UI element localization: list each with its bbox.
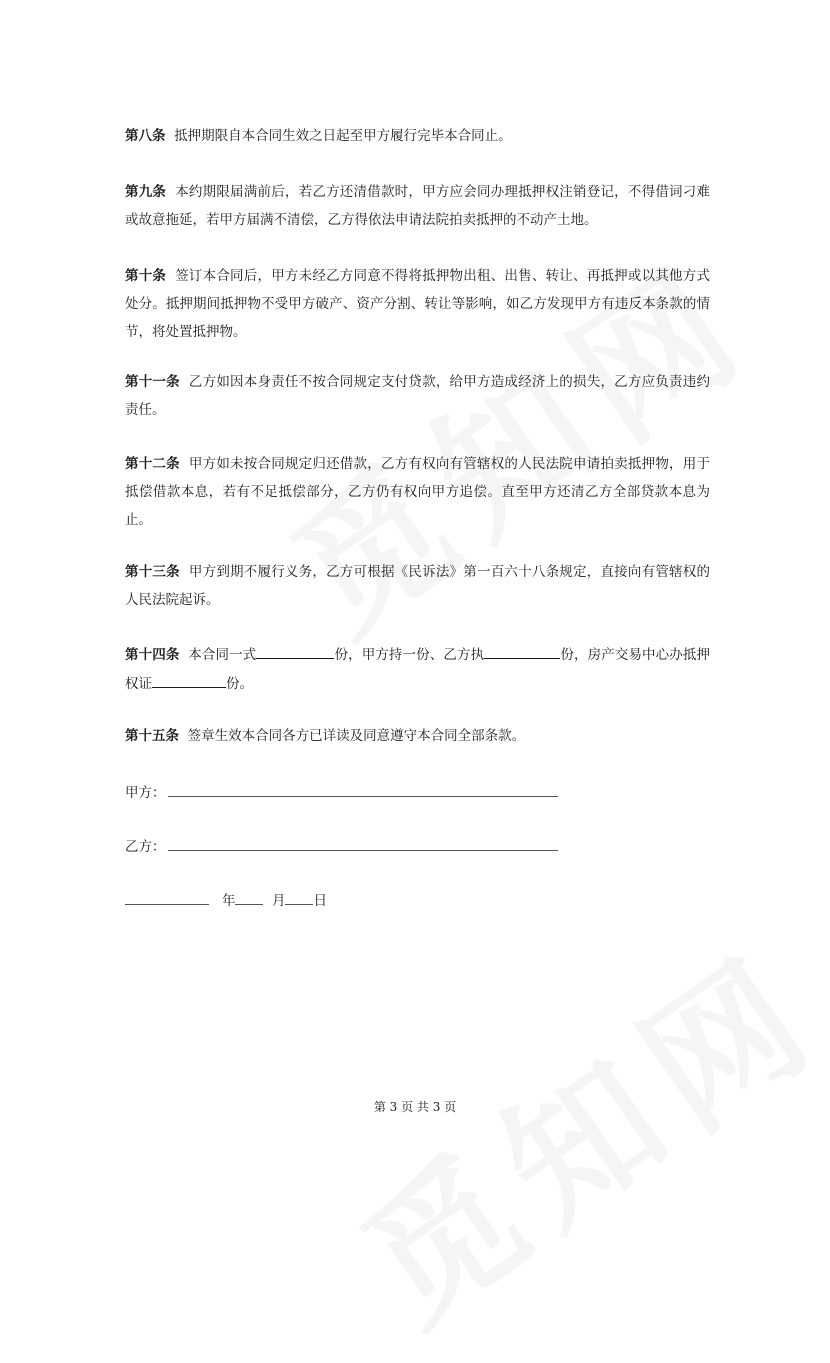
clause-heading: 第十四条: [125, 647, 180, 663]
clause-heading: 第八条: [125, 128, 166, 144]
clause-text: 甲方到期不履行义务，乙方可根据《民诉法》第一百六十八条规定，直接向有管辖权的人民法院起诉。: [125, 564, 710, 608]
copies-party-b-blank[interactable]: [484, 640, 560, 659]
clause-15: [125, 722, 710, 750]
signature-party-b: [125, 834, 558, 857]
clause-text: 份，甲方持一份、乙方执: [334, 647, 485, 663]
clause-text: 抵押期限自本合同生效之日起至甲方履行完毕本合同止。: [174, 128, 512, 144]
clause-heading: 第十条: [125, 268, 167, 284]
copies-total-blank[interactable]: [256, 640, 334, 659]
copies-registry-blank[interactable]: [152, 669, 226, 688]
date-line: [125, 888, 327, 911]
clause-heading: 第十五条: [125, 728, 179, 744]
clause-heading: 第十三条: [125, 564, 180, 580]
clause-12: [125, 450, 710, 534]
clause-text: 乙方如因本身责任不按合同规定支付贷款，给甲方造成经济上的损失，乙方应负责违约责任。: [125, 374, 710, 418]
party-b-signature-line[interactable]: [168, 834, 558, 851]
clause-text: 签订本合同后，甲方未经乙方同意不得将抵押物出租、出售、转让、再抵押或以其他方式处分。抵押期间抵押物不受甲方破产、资产分割、转让等影响，如乙方发现甲方有违反本条款的情节，将处置抵押物。: [125, 268, 710, 340]
clause-text: 甲方如未按合同规定归还借款，乙方有权向有管辖权的人民法院申请拍卖抵押物，用于抵偿借款本息，若有不足抵偿部分，乙方仍有权向甲方追偿。直至甲方还清乙方全部贷款本息为止。: [125, 456, 710, 528]
day-label: 日: [313, 893, 327, 909]
clause-heading: 第十二条: [125, 456, 180, 472]
month-label: 月: [271, 893, 286, 909]
clause-13: [125, 558, 710, 614]
watermark: [314, 893, 830, 1362]
party-a-signature-line[interactable]: [168, 780, 558, 797]
clause-9: [125, 178, 710, 234]
clause-heading: 第九条: [125, 184, 167, 200]
clause-heading: 第十一条: [125, 374, 180, 390]
clause-10: [125, 262, 710, 346]
clause-text: 本约期限届满前后，若乙方还清借款时，甲方应会同办理抵押权注销登记，不得借词刁难或故意拖延，若甲方届满不清偿，乙方得依法申请法院拍卖抵押的不动产土地。: [125, 184, 710, 228]
clause-text: 签章生效本合同各方已详读及同意遵守本合同全部条款。: [187, 728, 526, 744]
year-label: 年: [221, 893, 236, 909]
month-blank[interactable]: [235, 888, 263, 905]
party-b-label: 乙方：: [125, 839, 166, 855]
signature-party-a: [125, 780, 558, 803]
clause-text: 份。: [226, 676, 253, 692]
party-a-label: 甲方：: [125, 785, 166, 801]
clause-text: 本合同一式: [188, 647, 257, 663]
clause-8: [125, 122, 710, 150]
year-blank[interactable]: [125, 888, 209, 905]
clause-11: [125, 368, 710, 424]
clause-text: 份，房产交易中心办抵押权证: [125, 647, 711, 692]
clause-14: [125, 640, 710, 698]
day-blank[interactable]: [285, 888, 313, 905]
page-number: 第 3 页 共 3 页: [373, 1100, 457, 1114]
